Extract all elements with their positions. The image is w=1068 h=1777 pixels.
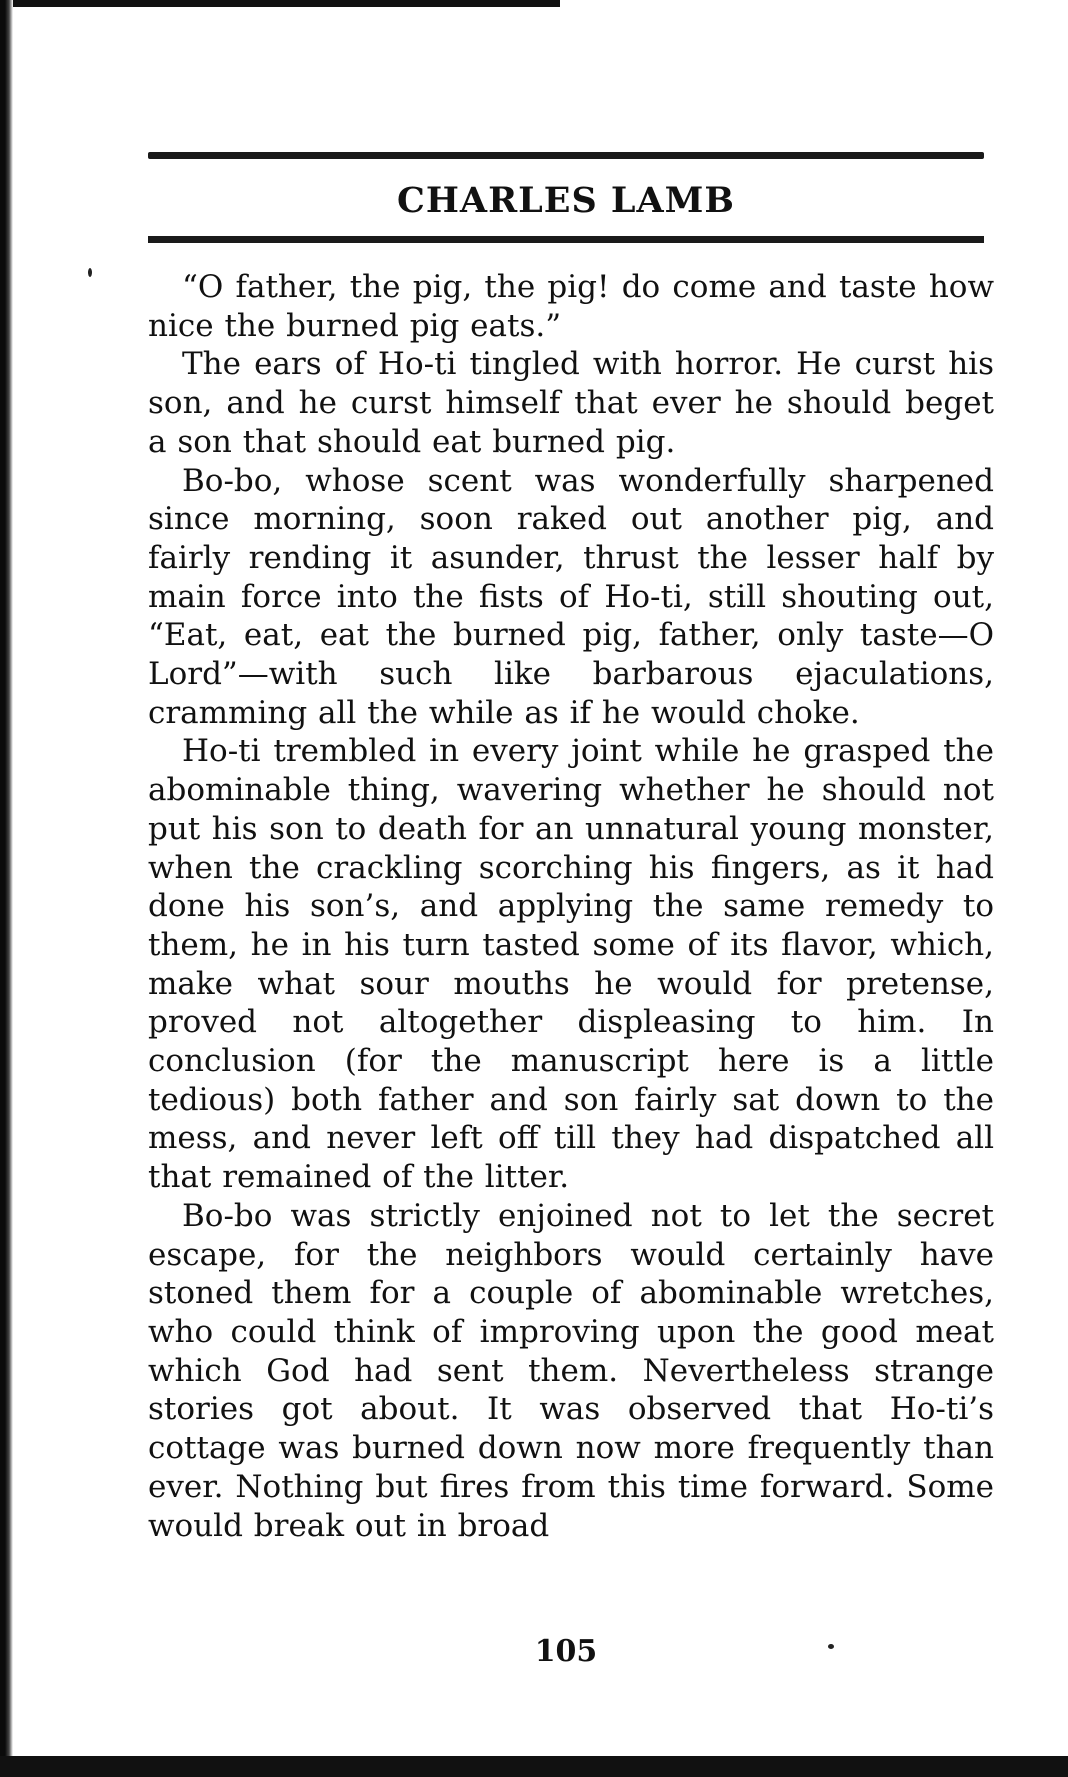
ink-speck [828,1644,834,1649]
ink-speck [88,268,92,277]
body-text [148,268,994,1545]
paragraph-3: Bo-bo, whose scent was wonderfully sharpened since morning, soon raked out another pig, and fairly rending it asunder, thrust the lesser half by main force into the fists of Ho-ti, still shouting out, “Eat, eat, eat the burned pig, father, only taste—O Lord”—with such like barbarous ejaculations, cramming all the while as if he would choke. [148,462,994,731]
head-rule [148,236,984,243]
scan-border-left [0,0,13,1777]
paragraph-1: “O father, the pig, the pig! do come and taste how nice the burned pig eats.” [148,269,994,344]
paragraph-2: The ears of Ho-ti tingled with horror. He curst his son, and he curst himself that ever he should beget a son that should eat burned pig. [148,346,994,460]
running-head: CHARLES LAMB [396,180,735,221]
page-number: 105 [534,1634,598,1669]
paragraph-4: Ho-ti trembled in every joint while he grasped the abominable thing, wavering whether he should not put his son to death for an unnatural young monster, when the crackling scorching his fingers, as it had done his son’s, and applying the same remedy to them, he in his turn tasted some of its flavor, which, make what sour mouths he would for pretense, proved not altogether displeasing to him. In conclusion (for the manuscript here is a little tedious) both father and son fairly sat down to the mess, and never left off till they had dispatched all that remained of the litter. [148,733,994,1196]
paragraph-5: Bo-bo was strictly enjoined not to let the secret escape, for the neighbors would certainly have stoned them for a couple of abominable wretches, who could think of improving upon the good meat which God had sent them. Nevertheless strange stories got about. It was observed that Ho-ti’s cottage was burned down now more frequently than ever. Nothing but fires from this time forward. Some would break out in broad [148,1197,994,1544]
scan-border-bottom [0,1756,1068,1777]
top-rule [148,152,984,159]
scan-border-top [0,0,560,7]
